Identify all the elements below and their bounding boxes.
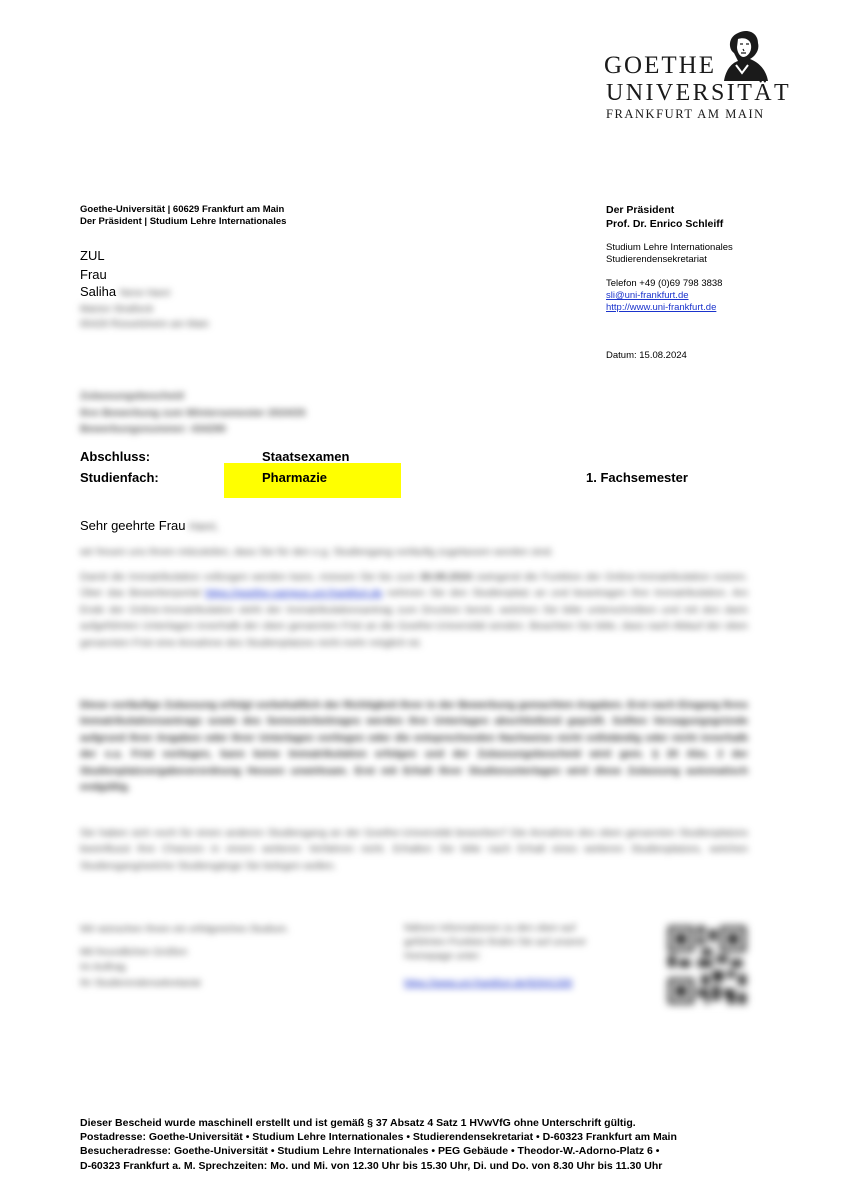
body-p2-portal-link[interactable]: https://goethe-campus.uni-frankfurt.de <box>205 587 383 600</box>
body-paragraph-4: Sie haben sich noch für einen anderen Studiengang an der Goethe-Universität beworben? Die Annahme des oben genannten Studienplatzes beeinflusst Ihre Chancen in einem weiteren Verfahren nicht. Erhalten Sie bitte nach Erhalt eines weiteren Studienplatzes, welchen Studiengang/welche Studiengänge Sie belegen wollen. <box>80 827 748 872</box>
info-president-name: Prof. Dr. Enrico Schleiff <box>606 217 724 230</box>
studienfach-value: Pharmazie <box>262 470 328 485</box>
more-info-block <box>404 922 644 991</box>
footer-line-4: D-60323 Frankfurt a. M. Sprechzeiten: Mo. und Mi. von 12.30 Uhr bis 15.30 Uhr, Di. und Do. von 8.30 Uhr bis 11.30 Uhr <box>80 1159 663 1172</box>
body-p2-part-a: Damit die Immatrikulation vollzogen werden kann, müssen Sie bis zum <box>80 571 420 583</box>
more-info-line-3: Homepage unter: <box>404 951 482 962</box>
more-info-line-1: Nähere Informationen zu den oben auf <box>404 923 576 934</box>
legal-footer <box>80 1116 677 1173</box>
subject-line-2: Ihre Bewerbung zum Wintersemester 2024/25 <box>80 406 306 419</box>
logo-goethe-text: GOETHE <box>604 52 716 79</box>
sender-address <box>80 204 286 228</box>
info-title: Der Präsident <box>606 204 675 216</box>
info-block <box>606 204 733 362</box>
footer-line-3: Besucheradresse: Goethe-Universität • Studium Lehre Internationales • PEG Gebäude • Theodor-W.-Adorno-Platz 6 • <box>80 1145 660 1158</box>
more-info-line-2: geführten Punkten finden Sie auf unserer <box>404 937 587 948</box>
subject-block <box>80 388 306 438</box>
recipient-block <box>80 247 209 332</box>
recipient-city: 65428 Rüsselsheim am Main <box>80 319 209 330</box>
info-department-1: Studium Lehre Internationales <box>606 242 733 253</box>
greeting <box>80 518 218 533</box>
footer-line-1: Dieser Bescheid wurde maschinell erstellt und ist gemäß § 37 Absatz 4 Satz 1 HVwVfG ohne Unterschrift gültig. <box>80 1117 636 1129</box>
info-website-link[interactable]: http://www.uni-frankfurt.de <box>606 302 717 313</box>
body-p2-part-b: zwingend die Funktion der Online-Immatrikulation nutzen. Über das Bewerberportal <box>80 571 748 600</box>
sender-line-1: Goethe-Universität | 60629 Frankfurt am Main <box>80 204 285 215</box>
greeting-name: Hanri, <box>189 521 219 533</box>
body-paragraph-1: wir freuen uns Ihnen mitzuteilen, dass Sie für den o.g. Studiengang vorläufig zugelassen worden sind. <box>80 546 554 558</box>
closing-order: Im Auftrag <box>80 962 126 973</box>
recipient-salutation: Frau <box>80 267 107 282</box>
abschluss-value: Staatsexamen <box>262 449 350 464</box>
recipient-last-name: Nene Hanri <box>119 288 171 299</box>
info-department-2: Studierendensekretariat <box>606 254 707 265</box>
closing-block <box>80 922 289 991</box>
info-email-link[interactable]: sli@uni-frankfurt.de <box>606 290 689 301</box>
goethe-portrait-icon <box>714 29 769 81</box>
body-p2-deadline: 30.08.2024 <box>419 571 473 583</box>
logo-universitaet-text: UNIVERSITÄT <box>606 80 792 106</box>
recipient-first-name: Saliha <box>80 284 117 299</box>
more-info-link[interactable]: https://www.uni-frankfurt.de/92641330 <box>404 978 573 989</box>
sender-line-2: Der Präsident | Studium Lehre Internationales <box>80 216 287 227</box>
logo-frankfurt-text: FRANKFURT AM MAIN <box>606 107 765 121</box>
abschluss-label: Abschluss: <box>80 449 151 464</box>
body-paragraph-2 <box>80 569 748 651</box>
recipient-code: ZUL <box>80 248 105 263</box>
footer-line-2: Postadresse: Goethe-Universität • Studium Lehre Internationales • Studierendensekretariat • D-60323 Frankfurt am Main <box>80 1131 677 1144</box>
recipient-street: Marion Straßeck <box>80 304 154 315</box>
info-date: Datum: 15.08.2024 <box>606 350 687 361</box>
closing-office: Ihr Studierendensekretariat <box>80 977 201 989</box>
greeting-text: Sehr geehrte Frau <box>80 518 186 533</box>
closing-wish: Wir wünschen Ihnen ein erfolgreiches Studium. <box>80 924 289 935</box>
body-p2-part-c: nehmen Sie den Studienplatz an und beantragen Ihre Immatrikulation. Am Ende der Online-Immatrikulation steht der Immatrikulationsantrag zum Drucken bereit, welchen Sie bitte unterschreiben und mit den darin aufgeführten Unterlagen innerhalb der oben genannten Frist an die Goethe-Universität senden. Beachten Sie bitte, dass nach Ablauf der oben genannten Frist eine Annahme des Studienplatzes nicht mehr möglich ist. <box>80 587 748 649</box>
recipient-name-line <box>80 283 209 302</box>
qr-code-icon <box>668 926 746 1004</box>
fachsemester-value: 1. Fachsemester <box>586 470 688 485</box>
closing-regards: Mit freundlichen Grüßen <box>80 946 188 958</box>
studienfach-label: Studienfach: <box>80 470 159 485</box>
subject-line-1: Zulassungsbescheid <box>80 390 184 402</box>
subject-line-3: Bewerbungsnummer: 434290 <box>80 423 226 435</box>
info-phone: Telefon +49 (0)69 798 3838 <box>606 278 723 289</box>
body-paragraph-3: Diese vorläufige Zulassung erfolgt vorbehaltlich der Richtigkeit Ihrer in der Bewerbung gemachten Angaben. Erst nach Eingang Ihres Immatrikulationsantrags sowie des Semesterbeitrages werden Ihre Unterlagen abschließend geprüft. Sollten Versagungsgründe aufgrund Ihrer Angaben oder Ihrer Unterlagen vorliegen oder die entsprechenden Nachweise nicht vollständig oder nicht innerhalb der o.a. Frist vorliegen, kann keine Immatrikulation erfolgen und der Zulassungsbescheid wird gem. § 20 Abs. 2 der Studienplatzvergabeverordnung Hessen unwirksam. Erst mit Erhalt Ihrer Studienunterlagen wird diese Zulassung automatisch endgültig. <box>80 699 748 794</box>
